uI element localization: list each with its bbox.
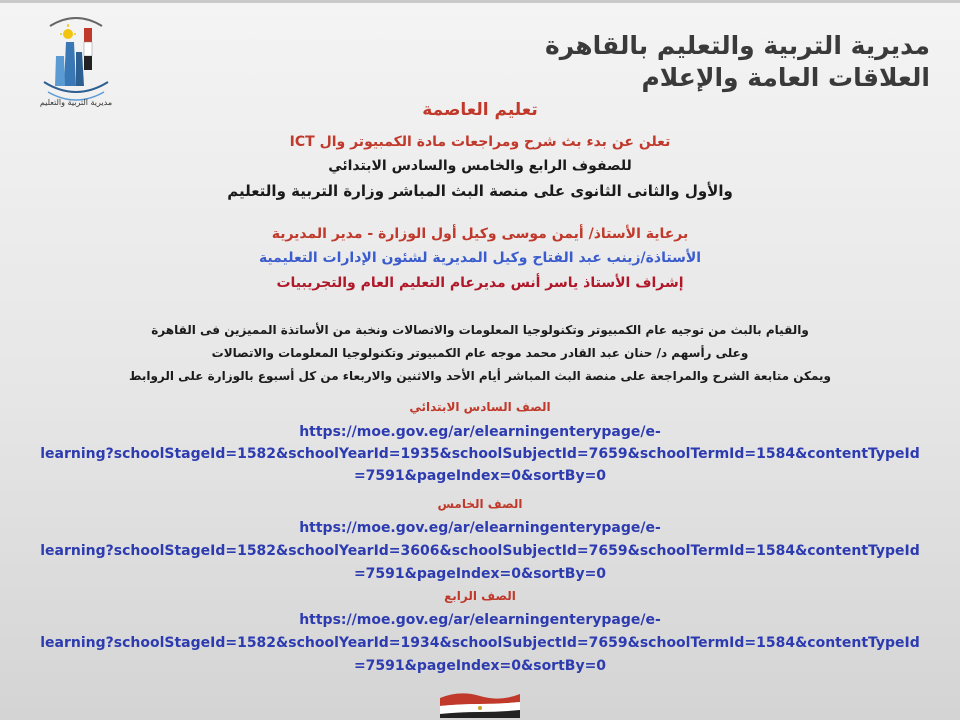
details-line-3: ويمكن متابعة الشرح والمراجعة على منصة البث المباشر أيام الأحد والاثنين والاربعاء من كل أسبوع بالوزارة على الروابط: [128, 369, 831, 383]
sponsor-line-2: الأستاذة/زينب عبد الفتاح وكيل المديرية لشئون الإدارات التعليمية: [258, 250, 702, 266]
sponsor-line-1: برعاية الأستاذ/ أيمن موسى وكيل أول الوزارة - مدير المديرية: [271, 226, 689, 242]
grade-6-label: الصف السادس الابتدائي: [409, 400, 551, 414]
grade-4-label: الصف الرابع: [444, 589, 516, 603]
grade-5-link-part-1[interactable]: https://moe.gov.eg/ar/elearningenterypage/e-: [299, 520, 661, 536]
sponsor-line-3: إشراف الأستاذ ياسر أنس مديرعام التعليم العام والتجريبيات: [276, 275, 684, 291]
grade-6-link-part-1[interactable]: https://moe.gov.eg/ar/elearningenterypage/e-: [299, 424, 661, 440]
header-subtitle: العلاقات العامة والإعلام: [641, 63, 930, 92]
announcement-line-1: تعلن عن بدء بث شرح ومراجعات مادة الكمبيوتر وال ICT: [289, 134, 671, 150]
announcement-line-3: والأول والثانى الثانوى على منصة البث المباشر وزارة التربية والتعليم: [227, 182, 733, 200]
header-title: مديرية التربية والتعليم بالقاهرة: [545, 31, 930, 60]
announcement-title: تعليم العاصمة: [422, 100, 538, 120]
logo-caption: مديرية التربية والتعليم: [39, 98, 113, 107]
details-line-1: والقيام بالبث من توجيه عام الكمبيوتر وتكنولوجيا المعلومات والاتصالات ونخبة من الأساتذة المميزين فى القاهرة: [151, 323, 809, 337]
grade-5-link-part-2[interactable]: learning?schoolStageId=1582&schoolYearId=3606&schoolSubjectId=7659&schoolTermId=1584&contentTypeId: [40, 543, 920, 559]
grade-5-label: الصف الخامس: [437, 497, 523, 511]
grade-4-link-part-3[interactable]: =7591&pageIndex=0&sortBy=0: [353, 658, 607, 674]
grade-6-link-part-2[interactable]: learning?schoolStageId=1582&schoolYearId=1935&schoolSubjectId=7659&schoolTermId=1584&contentTypeId: [40, 446, 920, 462]
grade-6-link-part-3[interactable]: =7591&pageIndex=0&sortBy=0: [353, 468, 607, 484]
details-line-2: وعلى رأسهم د/ حنان عبد القادر محمد موجه عام الكمبيوتر وتكنولوجيا المعلومات والاتصالات: [211, 346, 749, 360]
announcement-line-2: للصفوف الرابع والخامس والسادس الابتدائي: [328, 158, 632, 174]
grade-4-link-part-2[interactable]: learning?schoolStageId=1582&schoolYearId=1934&schoolSubjectId=7659&schoolTermId=1584&contentTypeId: [40, 635, 920, 651]
grade-4-link-part-1[interactable]: https://moe.gov.eg/ar/elearningenterypage/e-: [299, 612, 661, 628]
grade-5-link-part-3[interactable]: =7591&pageIndex=0&sortBy=0: [353, 566, 607, 582]
egypt-flag-ribbon: [440, 688, 520, 718]
